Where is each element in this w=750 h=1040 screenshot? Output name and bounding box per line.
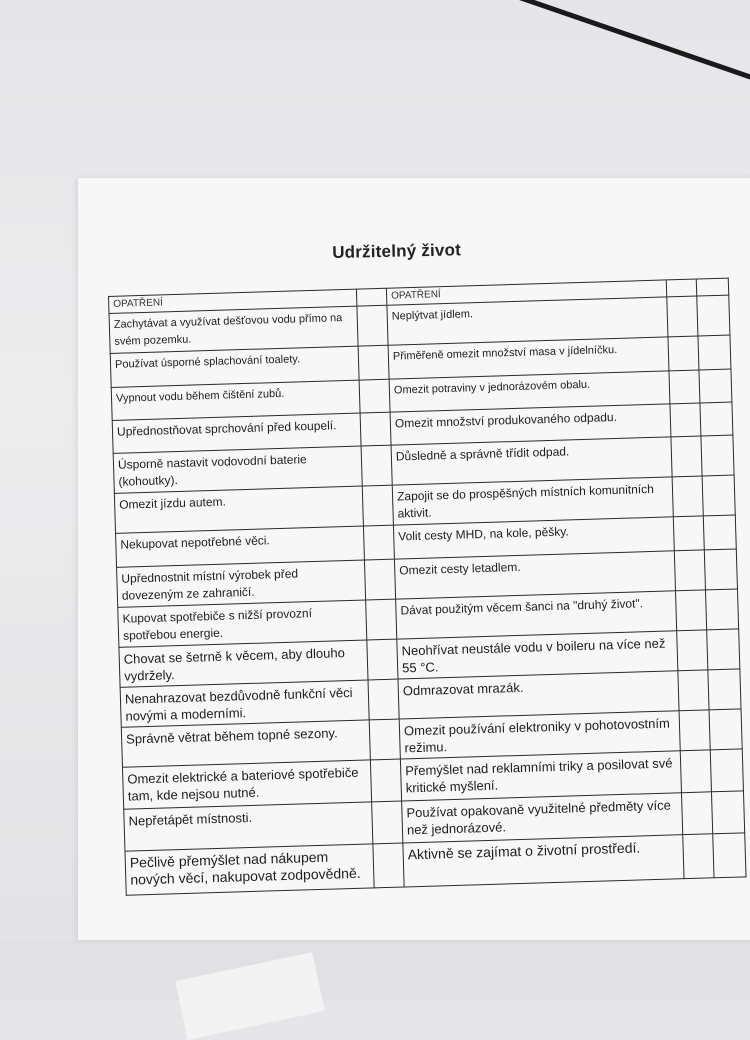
extra-cell bbox=[700, 402, 733, 436]
measure-right: Přiměřeně omezit množství masa v jídelníčku. bbox=[388, 337, 669, 379]
measure-left: Omezit jízdu autem. bbox=[114, 486, 363, 533]
measures-table-wrapper bbox=[108, 278, 746, 896]
checkbox-cell[interactable] bbox=[678, 670, 709, 711]
measure-left: Chovat se šetrně k věcem, aby dlouho vydržely. bbox=[119, 640, 368, 687]
measure-left: Nepřetápět místnosti. bbox=[124, 802, 373, 851]
measure-right: Důsledně a správně třídit odpad. bbox=[391, 437, 672, 485]
extra-cell bbox=[707, 629, 740, 670]
checkbox-cell[interactable] bbox=[668, 336, 699, 371]
measure-left: Správně větrat během topné sezony. bbox=[121, 720, 370, 767]
checkbox-cell[interactable] bbox=[363, 525, 394, 560]
header-right: OPATŘENÍ bbox=[386, 280, 666, 305]
measure-right: Aktivně se zajímat o životní prostředí. bbox=[403, 835, 684, 887]
checkbox-cell[interactable] bbox=[368, 679, 399, 720]
desk-surface bbox=[0, 940, 750, 1000]
measures-table bbox=[108, 278, 747, 896]
checkbox-cell[interactable] bbox=[369, 719, 400, 760]
checkbox-cell[interactable] bbox=[671, 436, 702, 477]
extra-cell bbox=[711, 791, 744, 834]
measure-right: Přemýšlet nad reklamními triky a posilovat své kritické myšlení. bbox=[400, 751, 681, 801]
extra-cell bbox=[697, 295, 730, 336]
cable bbox=[504, 0, 750, 99]
measure-right: Dávat použitým věcem šanci na "druhý život". bbox=[396, 591, 677, 639]
measure-left: Nekupovat nepotřebné věci. bbox=[116, 526, 365, 567]
extra-cell bbox=[713, 833, 746, 878]
checkbox-cell[interactable] bbox=[667, 296, 698, 337]
measure-right: Neplýtvat jídlem. bbox=[387, 297, 668, 345]
measure-right: Zapojit se do prospěšných místních komunitních aktivit. bbox=[392, 477, 673, 525]
measure-left: Kupovat spotřebiče s nižší provozní spotřebou energie. bbox=[118, 600, 367, 647]
measure-right: Používat opakovaně využitelné předměty více než jednorázové. bbox=[402, 793, 683, 843]
measure-left: Zachytávat a využívat dešťovou vodu přímo na svém pozemku. bbox=[109, 306, 358, 353]
checkbox-cell[interactable] bbox=[367, 639, 398, 680]
checkbox-cell[interactable] bbox=[364, 559, 395, 600]
extra-cell bbox=[704, 549, 737, 590]
checkbox-cell[interactable] bbox=[666, 279, 696, 297]
checkbox-cell[interactable] bbox=[674, 550, 705, 591]
document-title: Udržitelný život bbox=[332, 240, 462, 262]
measure-left: Upřednostňovat sprchování před koupelí. bbox=[112, 413, 361, 453]
checkbox-cell[interactable] bbox=[370, 759, 401, 802]
measure-right: Omezit cesty letadlem. bbox=[394, 551, 675, 599]
checkbox-cell[interactable] bbox=[372, 801, 403, 844]
extra-cell bbox=[709, 709, 742, 750]
extra-cell bbox=[703, 515, 736, 550]
measure-right: Omezit množství produkovaného odpadu. bbox=[390, 404, 671, 445]
checkbox-cell[interactable] bbox=[359, 379, 390, 413]
measure-left: Upřednostnit místní výrobek před dovezeným ze zahraničí. bbox=[117, 560, 366, 607]
checkbox-cell[interactable] bbox=[675, 590, 706, 631]
checkbox-cell[interactable] bbox=[373, 843, 404, 888]
measure-right: Volit cesty MHD, na kole, pěšky. bbox=[393, 517, 674, 559]
extra-cell bbox=[698, 335, 731, 370]
checkbox-cell[interactable] bbox=[670, 403, 701, 437]
checkbox-cell[interactable] bbox=[672, 476, 703, 517]
extra-cell bbox=[702, 475, 735, 516]
measure-right: Odmrazovat mrazák. bbox=[398, 671, 679, 719]
checkbox-cell[interactable] bbox=[361, 445, 392, 486]
measure-left: Nenahrazovat bezdůvodně funkční věci novými a moderními. bbox=[120, 680, 369, 727]
extra-cell bbox=[701, 435, 734, 476]
checkbox-cell[interactable] bbox=[677, 630, 708, 671]
measure-left: Omezit elektrické a bateriové spotřebiče tam, kde nejsou nutné. bbox=[122, 760, 371, 809]
extra-cell bbox=[710, 749, 743, 792]
measure-left: Úsporně nastavit vodovodní baterie (kohoutky). bbox=[113, 446, 362, 493]
checkbox-cell[interactable] bbox=[358, 345, 389, 380]
checkbox-cell[interactable] bbox=[362, 485, 393, 526]
checkbox-cell[interactable] bbox=[360, 412, 391, 446]
checkbox-cell[interactable] bbox=[366, 599, 397, 640]
measure-left: Používat úsporné splachování toalety. bbox=[110, 346, 359, 387]
checkbox-cell[interactable] bbox=[673, 516, 704, 551]
extra-cell bbox=[708, 669, 741, 710]
checkbox-cell[interactable] bbox=[679, 710, 710, 751]
checkbox-cell[interactable] bbox=[357, 305, 388, 346]
header-left: OPATŘENÍ bbox=[109, 289, 357, 313]
checkbox-cell[interactable] bbox=[356, 288, 386, 306]
checkbox-cell[interactable] bbox=[683, 834, 714, 879]
checkbox-cell[interactable] bbox=[669, 370, 700, 404]
measure-right: Omezit potraviny v jednorázovém obalu. bbox=[389, 371, 670, 412]
extra-cell bbox=[699, 369, 732, 403]
measure-right: Neohřívat neustále vodu v boileru na více než 55 °C. bbox=[397, 631, 678, 679]
extra-cell bbox=[696, 278, 728, 296]
measure-left: Vypnout vodu během čištění zubů. bbox=[111, 380, 360, 420]
measure-left: Pečlivě přemýšlet nad nákupem nových věcí, nakupovat zodpovědně. bbox=[125, 844, 374, 895]
extra-cell bbox=[705, 589, 738, 630]
checkbox-cell[interactable] bbox=[681, 792, 712, 835]
measure-right: Omezit používání elektroniky v pohotovostním režimu. bbox=[399, 711, 680, 759]
checkbox-cell[interactable] bbox=[680, 750, 711, 793]
